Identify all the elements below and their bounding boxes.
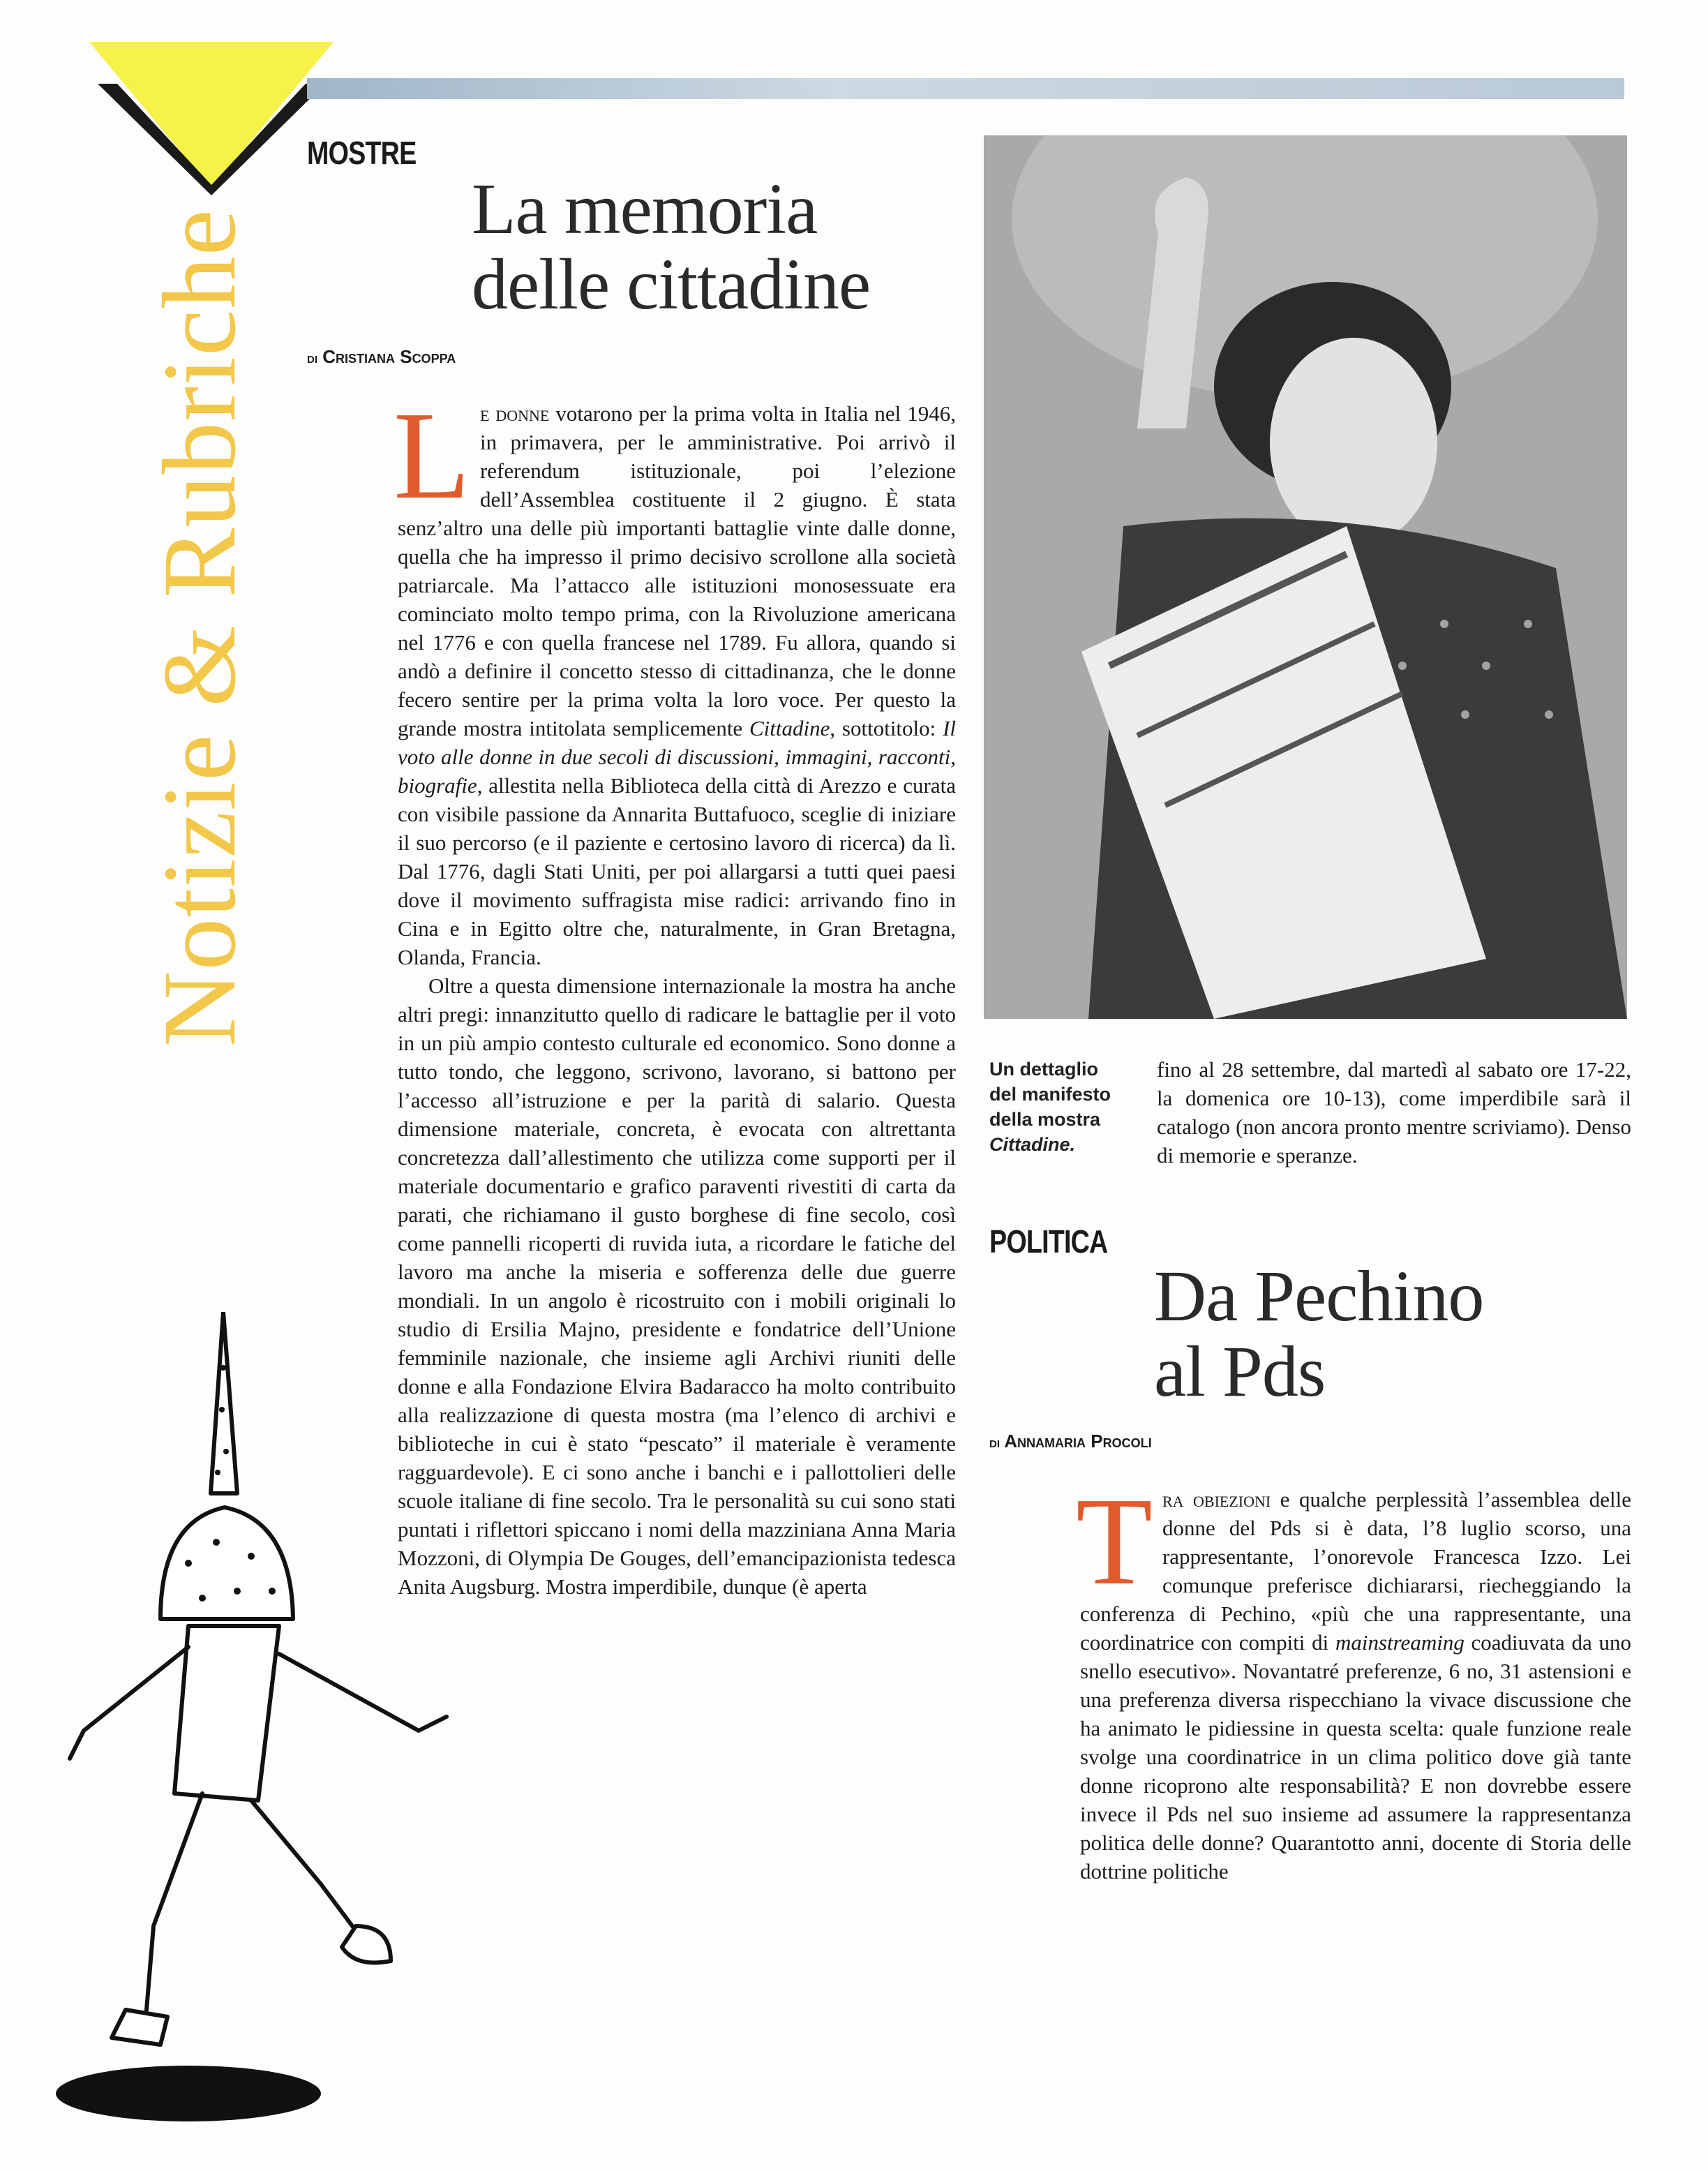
photo-illustration (984, 135, 1627, 1019)
article1-byline: di Cristiana Scoppa (307, 346, 456, 367)
article2-body (1076, 1472, 1631, 1886)
article2-paragraph-1: Tra obiezioni e qualche perplessità l’assemblea delle donne del Pds si è data, l’8 luglio scorso, una rappresentante, l’onorevole Francesca Izzo. Lei comunque preferisce dichiararsi, riecheggiando la conferenza di Pechino, «più che una rappresentante, una coordinatrice con compiti di mainstreaming coadiuvata da uno snello esecutivo». Novantatré preferenze, 6 no, 31 astensioni e una preferenza diversa rispecchiano la vivace discussione che ha animato le pidiessine in questa scelta: quale funzione reale svolge una coordinatrice in un clima politico dove già tante donne ricoprono alte responsabilità? E non dovrebbe essere invece il Pds nel suo insieme ad assumere la rappresentanza politica delle donne? Quarantotto anni, docente di Storia delle dottrine politiche (1076, 1472, 1631, 1883)
article1-paragraph-2: Oltre a questa dimensione internazionale la mostra ha anche altri pregi: innanzitutto quello di radicare le battaglie per il voto in un più ampio contesto culturale ed economico. Sono donne a tutto tondo, che leggono, scrivono, lavorano, si battono per l’accesso all’istruzione e per la parità di salario. Questa dimensione materiale, concreta, è evocata con altrettanta concretezza dall’allestimento che utilizza come supporti per il materiale documentario e grafico paraventi rivestiti di carta da parati, che richiamano il gusto borghese di fine secolo, così come pannelli ricoperti di ruvida iuta, a ricordare le fatiche del lavoro ma anche la miseria e sofferenza delle due guerre mondiali. In un angolo è ricostruito con i mobili originali lo studio di Ersilia Majno, presidente e fondatrice dell’Unione femminile nazionale, che insieme agli Archivi riuniti delle donne e alla Fondazione Elvira Badaracco ha molto contribuito alla realizzazione di questa mostra (ma l’elenco di archivi e biblioteche in cui è stato “pescato” il materiale è veramente ragguardevole). E ci sono anche i banchi e i pallottolieri delle scuole italiane di fine secolo. Tra le personalità su cui sono stati puntati i riflettori spiccano i nomi della mazziniana Anna Maria Mozzoni, di Olympia De Gouges, dell’emancipazionista tedesca Anita Augsburg. Mostra imperdibile, dunque (è aperta (398, 973, 956, 1599)
article2-byline: di Annamaria Procoli (989, 1431, 1152, 1452)
section-vertical-title: Notizie & Rubriche (142, 208, 257, 1047)
photo-caption: Un dettaglio del manifesto della mostra Cittadine. (989, 1059, 1111, 1155)
dropcap-t: T (1076, 1472, 1153, 1611)
section-label-mostre: MOSTRE (307, 135, 417, 171)
yellow-triangle-icon (89, 42, 334, 195)
knight-figure-illustration (28, 1312, 474, 2135)
article1-paragraph-1: Le donne votarono per la prima volta in Italia nel 1946, in primavera, per le amministrative. Poi arrivò il referendum istituzionale, poi l’elezione dell’Assemblea costituente il 2 giugno. È stata senz’altro una delle più importanti battaglie vinte dalle donne, quella che ha impresso il primo decisivo scrollone alla società patriarcale. Ma l’attacco alle istituzioni monosessuate era cominciato molto tempo prima, con la Rivoluzione americana nel 1776 e con quella francese nel 1789. Fu allora, quando si andò a definire il concetto stesso di cittadinanza, che le donne fecero sentire per la prima volta la loro voce. Per questo la grande mostra intitolata semplicemente Cittadine, sottotitolo: Il voto alle donne in due secoli di discussioni, immagini, racconti, biografie, allestita nella Biblioteca della città di Arezzo e curata con visibile passione da Annarita Buttafuoco, sceglie di iniziare il suo percorso (e il paziente e certosino lavoro di ricerca) da lì. Dal 1776, dagli Stati Uniti, per poi allargarsi a tutti quei paesi dove il movimento suffragista mise radici: arrivando fino in Cina e in Egitto oltre che, naturalmente, in Gran Bretagna, Olanda, Francia. (394, 386, 956, 969)
poster-photo (984, 135, 1627, 1019)
article2-title: Da Pechino al Pds (1154, 1256, 1484, 1412)
section-label-politica: POLITICA (989, 1223, 1108, 1260)
article1-continuation: fino al 28 settembre, dal martedì al sabato ore 17-22, la domenica ore 10-13), come imperdibile sarà il catalogo (non ancora pronto mentre scriviamo). Denso di memorie e speranze. (1157, 1057, 1631, 1167)
dropcap-l: L (394, 386, 470, 525)
top-rule (307, 78, 1624, 99)
article1-title: La memoria delle cittadine (472, 169, 871, 324)
article1-body (394, 386, 956, 1601)
